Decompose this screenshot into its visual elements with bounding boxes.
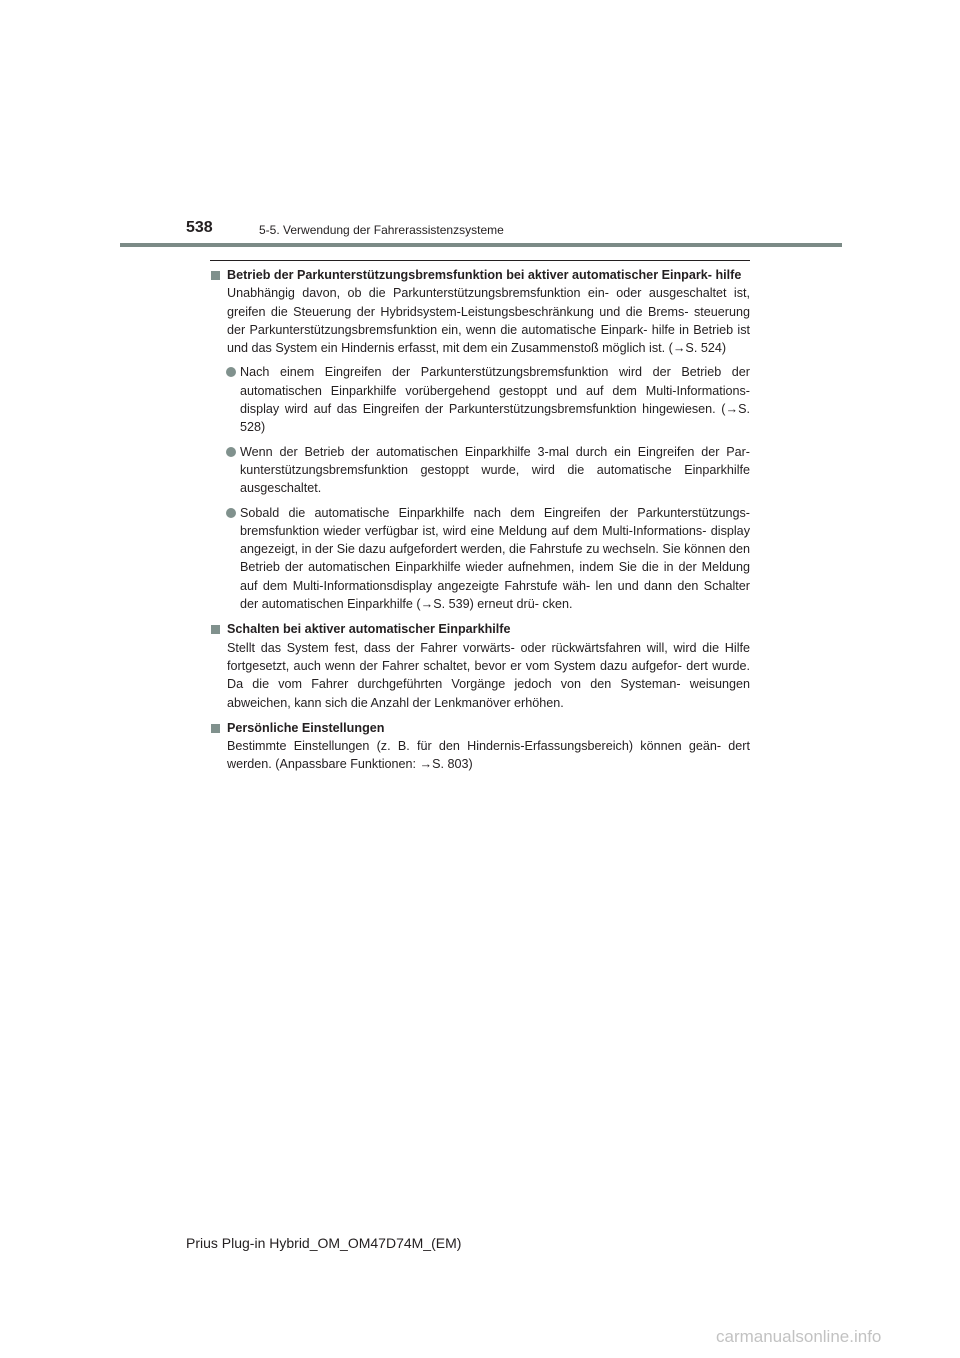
section-paragraph: Unabhängig davon, ob die Parkunterstützungsbremsfunktion ein- oder ausgeschaltet ist, greifen die Steuerung der Hybridsystem-Leistungsbeschränkung und die Brems- steuerung der Parkunterstützungsbremsfunktion ein, wenn die automatische Einpark- hilfe in Betrieb ist und das System ein Hindernis erfasst, mit dem ein Zusammenstoß möglich ist. (→S. 524) [227,286,750,356]
watermark: carmanualsonline.info [716,1327,882,1346]
section-shifting [210,620,750,711]
bullet-item [210,443,750,498]
section-personal-settings [210,719,750,774]
bullet-item [210,363,750,436]
bullet-text: Nach einem Eingreifen der Parkunterstützungsbremsfunktion wird der Betrieb der automatischen Einparkhilfe vorübergehend gestoppt und auf dem Multi-Informations- display wird auf das Eingreifen der Parkunterstützungsbremsfunktion hingewiesen. (→S. 528) [240,365,750,435]
section-heading-text: Betrieb der Parkunterstützungsbremsfunktion bei aktiver automatischer Einpark- hilfe [227,268,742,282]
circle-bullet-icon [226,508,236,518]
section-heading [210,266,750,284]
section-heading-text: Schalten bei aktiver automatischer Einparkhilfe [227,622,511,637]
square-bullet-icon [211,625,220,634]
header-rule [120,243,842,247]
section-heading [210,719,750,737]
section-heading-text: Persönliche Einstellungen [227,720,385,735]
section-paragraph: Stellt das System fest, dass der Fahrer vorwärts- oder rückwärtsfahren will, wird die Hilfe fortgesetzt, auch wenn der Fahrer schaltet, bevor er vom System dazu aufgefor- dert wurde. Da die vom Fahrer durchgeführten Vorgänge jedoch von den Systeman- weisungen abweichen, kann sich die Anzahl der Lenkmanöver erhöhen. [227,640,750,710]
section-paragraph: Bestimmte Einstellungen (z. B. für den Hindernis-Erfassungsbereich) können geän- dert werden. (Anpassbare Funktionen: →S. 803) [227,739,750,772]
page-number: 538 [186,219,213,236]
bullet-text: Sobald die automatische Einparkhilfe nach dem Eingreifen der Parkunterstützungs- bremsfunktion wieder verfügbar ist, wird eine Meldung auf dem Multi-Informations- display angezeigt, in der Sie dazu aufgefordert werden, die Fahrstufe zu wechseln. Sie können den Betrieb der automatischen Einparkhilfe wieder aufnehmen, indem Sie die in der Meldung auf dem Multi-Informationsdisplay angezeigte Fahrstufe wäh- len und dann den Schalter der automatischen Einparkhilfe (→S. 539) erneut drü- cken. [240,505,750,612]
bullet-item [210,504,750,614]
section-title: 5-5. Verwendung der Fahrerassistenzsysteme [259,223,504,237]
content-rule [210,260,750,261]
square-bullet-icon [211,271,220,280]
circle-bullet-icon [226,367,236,377]
circle-bullet-icon [226,447,236,457]
square-bullet-icon [211,724,220,733]
section-heading [210,620,750,638]
footer-text: Prius Plug-in Hybrid_OM_OM47D74M_(EM) [186,1235,462,1251]
page-content [210,266,750,781]
section-parking-brake [210,266,750,613]
bullet-text: Wenn der Betrieb der automatischen Einparkhilfe 3-mal durch ein Eingreifen der Par- kunterstützungsbremsfunktion gestoppt wurde, wird die automatische Einparkhilfe ausgeschaltet. [240,444,750,496]
